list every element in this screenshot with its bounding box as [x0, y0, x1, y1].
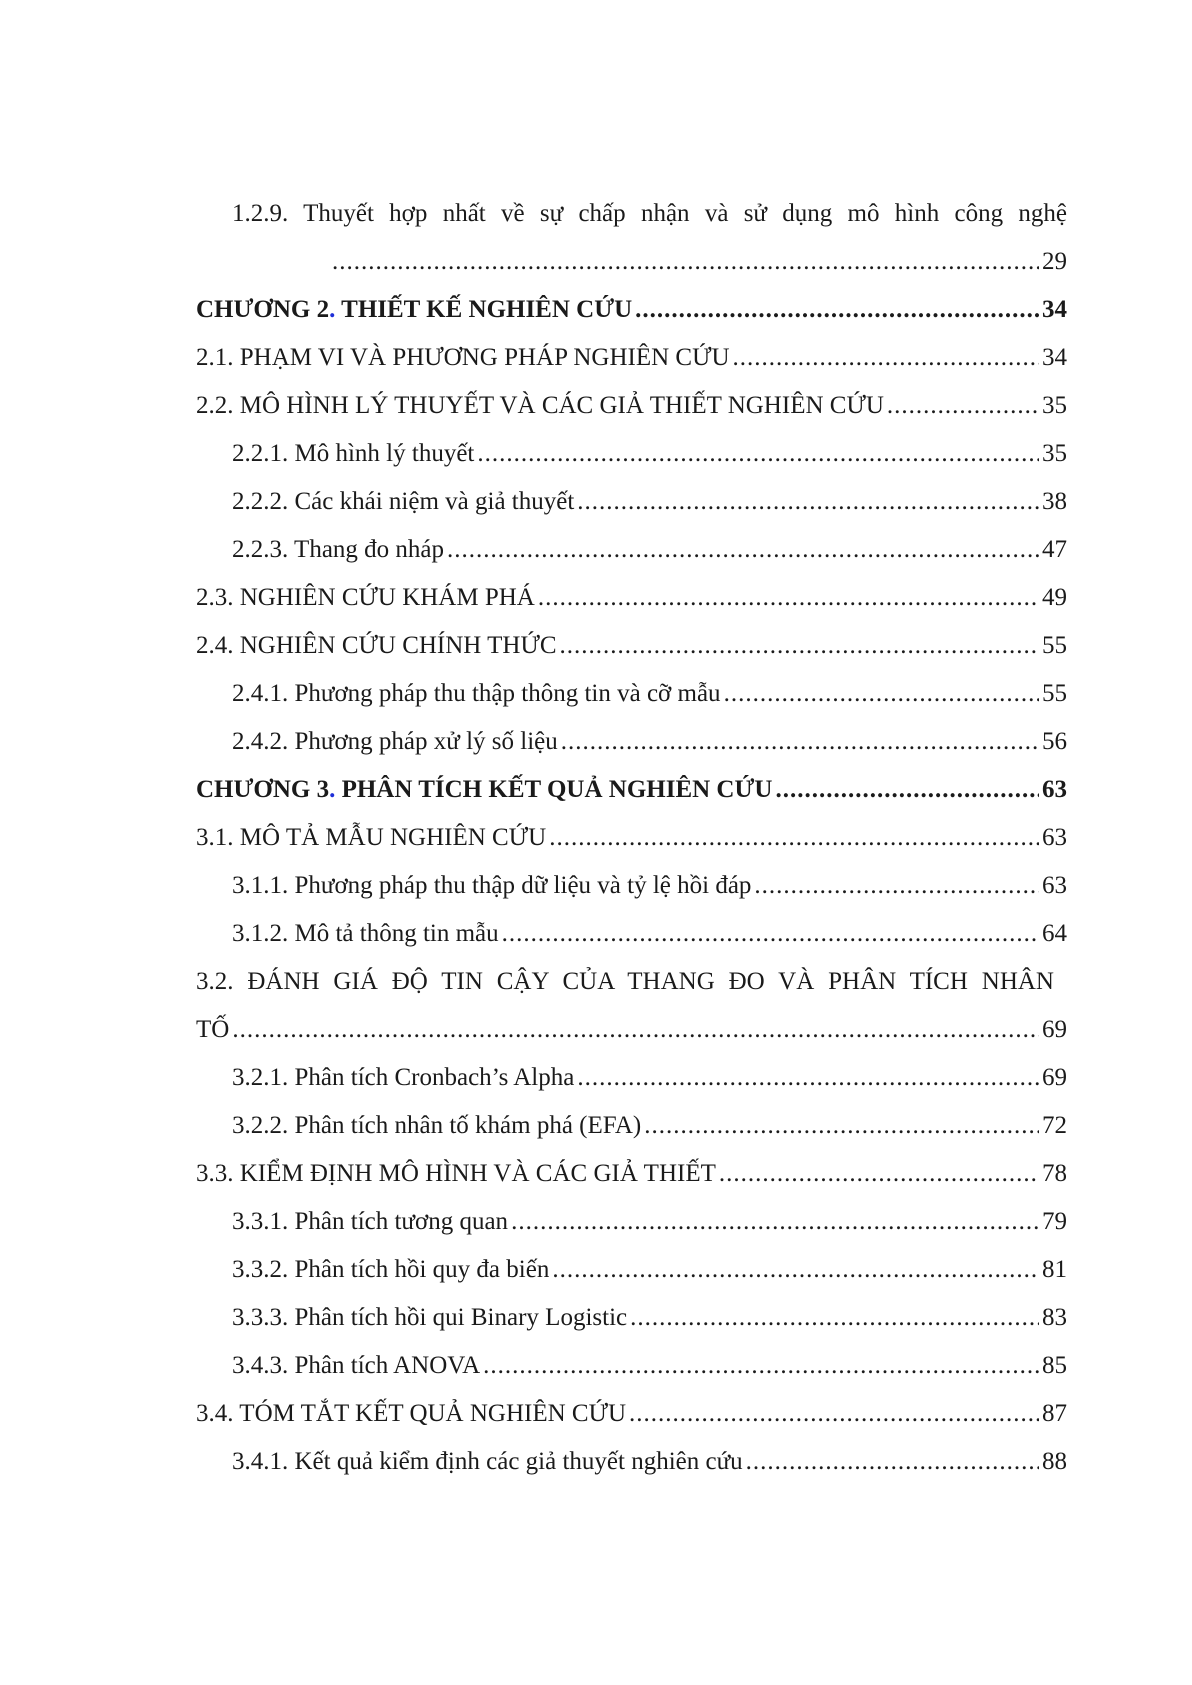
chapter-dot: .: [329, 776, 336, 803]
toc-entry-3-4-1: [232, 1440, 1067, 1484]
toc-entry-3-4-3: [232, 1344, 1067, 1388]
toc-entry-2-2: [196, 384, 1067, 428]
toc-title: 2.4. NGHIÊN CỨU CHÍNH THỨC: [196, 632, 557, 659]
toc-title: 3.1. MÔ TẢ MẪU NGHIÊN CỨU: [196, 824, 547, 851]
toc-entry-3-4: [196, 1392, 1067, 1436]
toc-title: 3.2.1. Phân tích Cronbach’s Alpha: [232, 1064, 575, 1091]
toc-entry-3-3: [196, 1152, 1067, 1196]
dot-leader: [538, 576, 1039, 620]
toc-entry-2-2-1: [232, 432, 1067, 476]
chapter-title: PHÂN TÍCH KẾT QUẢ NGHIÊN CỨU: [335, 776, 773, 803]
page-number: 64: [1042, 920, 1067, 947]
dot-leader: [549, 816, 1039, 860]
toc-entry-3-1: [196, 816, 1067, 860]
dot-leader: [629, 1392, 1039, 1436]
page-number: 87: [1042, 1400, 1067, 1427]
toc-entry-3-1-2: [232, 912, 1067, 956]
toc-title: 3.3.1. Phân tích tương quan: [232, 1208, 509, 1235]
dot-leader: [887, 384, 1039, 428]
toc-entry-2-1: [196, 336, 1067, 380]
dot-leader: [483, 1344, 1039, 1388]
page-number: 88: [1042, 1448, 1067, 1475]
dot-leader: [746, 1440, 1039, 1484]
page-number: 72: [1042, 1112, 1067, 1139]
page-number: 63: [1042, 776, 1067, 803]
dot-leader: [724, 672, 1039, 716]
toc-title: 2.4.2. Phương pháp xử lý số liệu: [232, 728, 558, 755]
page-number: 63: [1042, 872, 1067, 899]
dot-leader: [477, 432, 1039, 476]
toc-title: 3.4.1. Kết quả kiểm định các giả thuyết nghiên cứu: [232, 1448, 743, 1475]
toc-title: 2.2.2. Các khái niệm và giả thuyết: [232, 488, 575, 515]
toc-entry-3-3-3: [232, 1296, 1067, 1340]
toc-entry-2-2-2: [232, 480, 1067, 524]
page-number: 34: [1042, 296, 1067, 323]
dot-leader: [511, 1200, 1039, 1244]
toc-chapter-3: [196, 768, 1067, 812]
toc-title: 3.3.3. Phân tích hồi qui Binary Logistic: [232, 1304, 628, 1331]
toc-chapter-2: [196, 288, 1067, 332]
chapter-label: CHƯƠNG 2: [196, 296, 330, 323]
dot-leader: [502, 912, 1039, 956]
toc-entry-3-2-1: [232, 1056, 1067, 1100]
toc-title: 3.2.2. Phân tích nhân tố khám phá (EFA): [232, 1112, 642, 1139]
page-number: 63: [1042, 824, 1067, 851]
toc-title: 3.4.3. Phân tích ANOVA: [232, 1352, 481, 1379]
dot-leader: [754, 864, 1039, 908]
page-number: 29: [1042, 248, 1067, 275]
toc-entry-3-1-1: [232, 864, 1067, 908]
chapter-dot: .: [329, 296, 336, 323]
toc-entry-2-4: [196, 624, 1067, 668]
dot-leader: [552, 1248, 1039, 1292]
page-number: 56: [1042, 728, 1067, 755]
page-number: 79: [1042, 1208, 1067, 1235]
dot-leader: [577, 1056, 1039, 1100]
dot-leader: [560, 624, 1039, 668]
page-number: 83: [1042, 1304, 1067, 1331]
toc-entry-2-4-2: [232, 720, 1067, 764]
toc-entry-3-3-2: [232, 1248, 1067, 1292]
page-number: 47: [1042, 536, 1067, 563]
toc-entry-3-2-line1: 3.2. ĐÁNH GIÁ ĐỘ TIN CẬY CỦA THANG ĐO VÀ PHÂN TÍCH NHÂN: [196, 968, 1054, 995]
page-number: 69: [1042, 1016, 1067, 1043]
page-number: 69: [1042, 1064, 1067, 1091]
toc-entry-3-2-line2: [196, 1008, 1067, 1052]
chapter-label: CHƯƠNG 3: [196, 776, 330, 803]
page-number: 34: [1042, 344, 1067, 371]
toc-title: 2.2. MÔ HÌNH LÝ THUYẾT VÀ CÁC GIẢ THIẾT NGHIÊN CỨU: [196, 392, 884, 419]
toc-title: 3.3.2. Phân tích hồi quy đa biến: [232, 1256, 550, 1283]
dot-leader: [447, 528, 1039, 572]
dot-leader: [232, 1008, 1039, 1052]
page-number: 35: [1042, 392, 1067, 419]
toc-entry-3-3-1: [232, 1200, 1067, 1244]
dot-leader: [733, 336, 1039, 380]
page-number: 35: [1042, 440, 1067, 467]
dot-leader: [561, 720, 1039, 764]
dot-leader: [630, 1296, 1039, 1340]
toc-title: TỐ: [196, 1016, 230, 1043]
dot-leader: [635, 288, 1039, 332]
toc-title: 2.2.1. Mô hình lý thuyết: [232, 440, 475, 467]
toc-entry-2-3: [196, 576, 1067, 620]
toc-entry-2-4-1: [232, 672, 1067, 716]
toc-title: 3.3. KIỂM ĐỊNH MÔ HÌNH VÀ CÁC GIẢ THIẾT: [196, 1160, 716, 1187]
toc-entry-1-2-9-line2: [332, 240, 1067, 284]
page-number: 55: [1042, 680, 1067, 707]
page-number: 85: [1042, 1352, 1067, 1379]
dot-leader: [644, 1104, 1039, 1148]
toc-entry-2-2-3: [232, 528, 1067, 572]
dot-leader: [719, 1152, 1039, 1196]
toc-title: 3.1.2. Mô tả thông tin mẫu: [232, 920, 499, 947]
toc-title: 2.4.1. Phương pháp thu thập thông tin và cỡ mẫu: [232, 680, 721, 707]
toc-title: 2.2.3. Thang đo nháp: [232, 536, 445, 563]
dot-leader: [577, 480, 1039, 524]
chapter-title: THIẾT KẾ NGHIÊN CỨU: [335, 296, 633, 323]
toc-title: 2.3. NGHIÊN CỨU KHÁM PHÁ: [196, 584, 535, 611]
toc-entry-1-2-9-line1: 1.2.9. Thuyết hợp nhất về sự chấp nhận và sử dụng mô hình công nghệ: [232, 200, 1067, 227]
page-number: 49: [1042, 584, 1067, 611]
page-number: 78: [1042, 1160, 1067, 1187]
toc-title: 3.1.1. Phương pháp thu thập dữ liệu và tỷ lệ hồi đáp: [232, 872, 752, 899]
toc-title: 2.1. PHẠM VI VÀ PHƯƠNG PHÁP NGHIÊN CỨU: [196, 344, 730, 371]
page-number: 55: [1042, 632, 1067, 659]
toc-entry-3-2-2: [232, 1104, 1067, 1148]
toc-title: 3.4. TÓM TẮT KẾT QUẢ NGHIÊN CỨU: [196, 1400, 627, 1427]
page-number: 38: [1042, 488, 1067, 515]
dot-leader: [332, 240, 1039, 284]
dot-leader: [775, 768, 1039, 812]
page-number: 81: [1042, 1256, 1067, 1283]
